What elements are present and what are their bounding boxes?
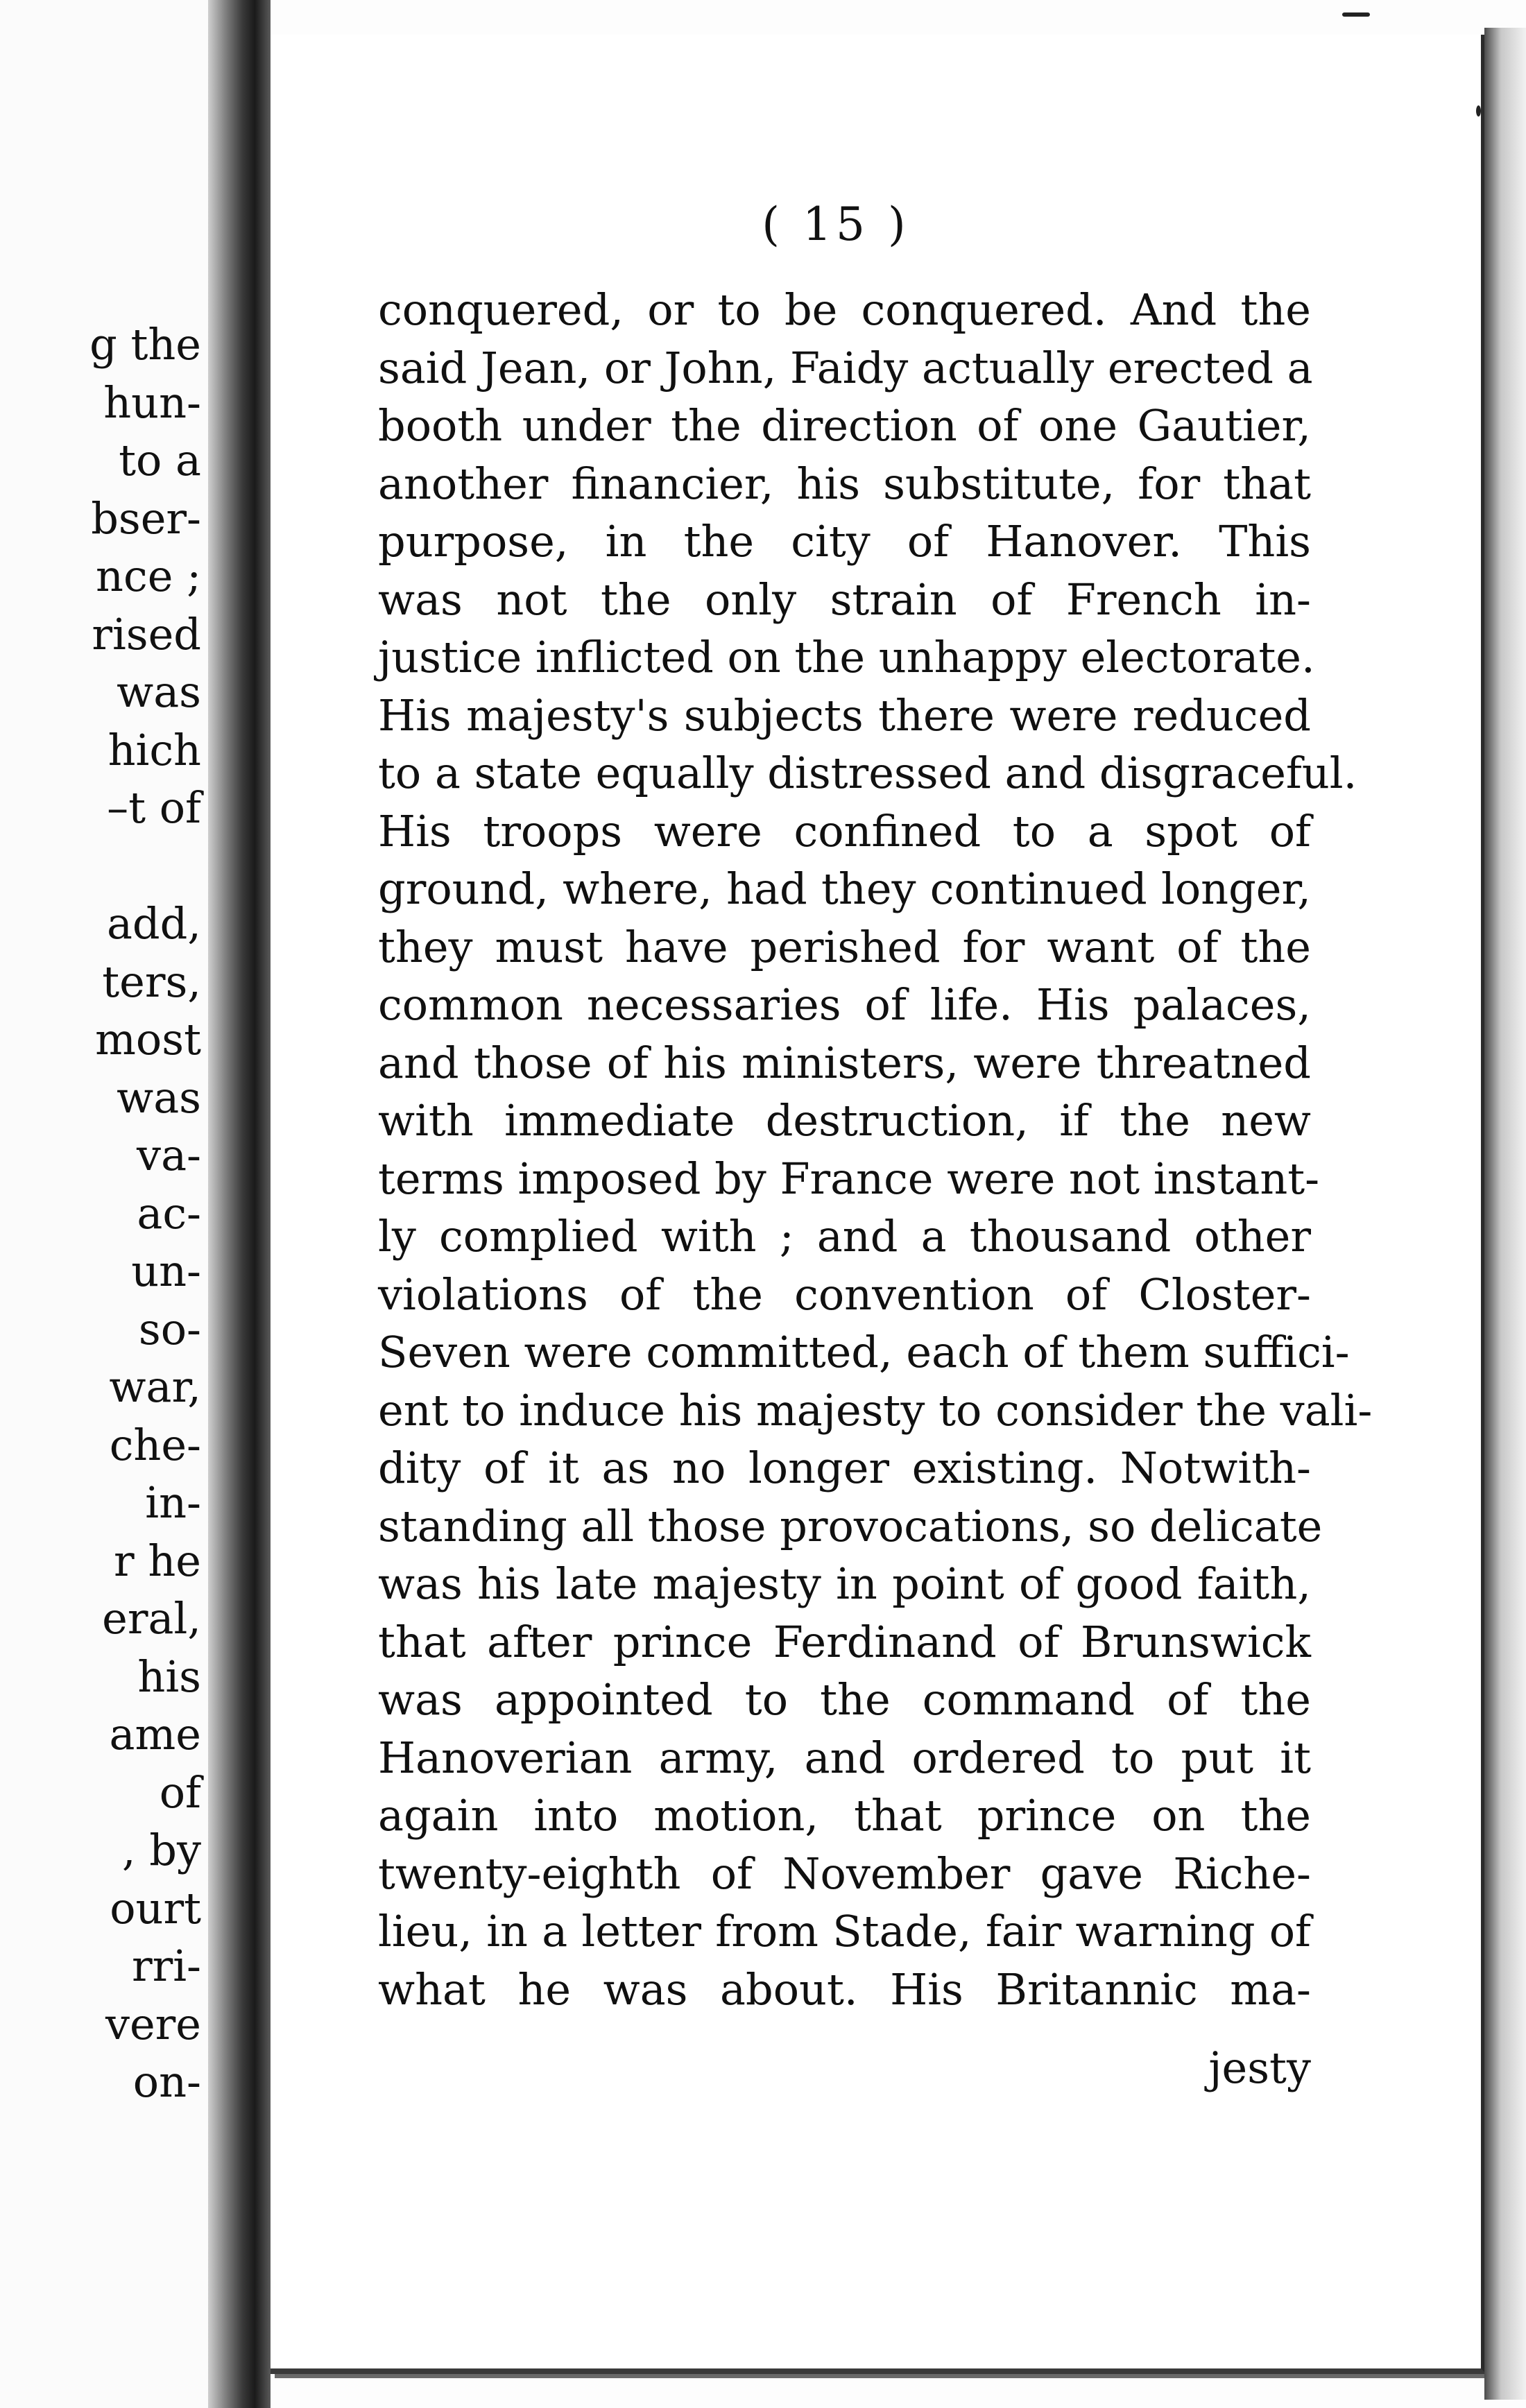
text-line: conquered, or to be conquered. And the: [378, 284, 1311, 335]
body-text: [378, 281, 1373, 2018]
text-line: what he was about. His Britannic ma-: [378, 1963, 1311, 2015]
left-text-fragment: va-: [137, 1130, 201, 1180]
left-text-fragment: nce ;: [96, 551, 201, 601]
left-text-fragment: was: [117, 1072, 201, 1123]
left-text-fragment: on-: [132, 2056, 201, 2107]
text-line: with immediate destruction, if the new: [378, 1095, 1311, 1146]
text-line: common necessaries of life. His palaces,: [378, 979, 1311, 1030]
text-line: and those of his ministers, were threatned: [378, 1037, 1311, 1088]
left-text-fragment: in-: [145, 1477, 201, 1528]
text-line: terms imposed by France were not instant-: [378, 1153, 1320, 1204]
left-text-fragment: his: [137, 1651, 201, 1702]
text-line: Hanoverian army, and ordered to put it: [378, 1732, 1311, 1783]
text-line: ground, where, had they continued longer,: [378, 863, 1311, 914]
left-text-fragment: ters,: [102, 956, 201, 1007]
left-page-text: [0, 316, 201, 2111]
left-text-fragment: ame: [109, 1709, 201, 1760]
text-line: standing all those provocations, so delicate: [378, 1500, 1323, 1551]
text-line: to a state equally distressed and disgraceful.: [378, 748, 1357, 798]
left-text-fragment: che-: [109, 1419, 201, 1470]
text-line: was his late majesty in point of good faith,: [378, 1558, 1311, 1609]
left-text-fragment: vere: [105, 1998, 201, 2049]
text-line: twenty-eighth of November gave Riche-: [378, 1848, 1311, 1899]
left-text-fragment: rised: [92, 608, 201, 660]
left-text-fragment: of: [159, 1766, 201, 1818]
left-text-fragment: r he: [114, 1535, 201, 1586]
text-line: His troops were confined to a spot of: [378, 805, 1311, 857]
left-text-fragment: bser-: [91, 492, 201, 544]
left-text-fragment: , by: [121, 1825, 201, 1875]
text-line: another financier, his substitute, for that: [378, 458, 1311, 509]
text-line: booth under the direction of one Gautier,: [378, 400, 1311, 451]
text-line: Seven were committed, each of them suffici-: [378, 1327, 1350, 1377]
page-number: ( 15 ): [762, 198, 910, 251]
text-line: ly complied with ; and a thousand other: [378, 1211, 1311, 1262]
left-text-fragment: [0, 837, 201, 895]
binding-gutter: [208, 0, 271, 2408]
page-edge-shadow: [1484, 28, 1526, 2400]
text-line: purpose, in the city of Hanover. This: [378, 516, 1311, 567]
left-page-fragment: [0, 0, 208, 2408]
text-line: was not the only strain of French in-: [378, 574, 1311, 625]
left-text-fragment: hich: [108, 724, 201, 775]
text-line: lieu, in a letter from Stade, fair warning of: [378, 1906, 1311, 1957]
catchword: jesty: [1208, 2043, 1311, 2093]
left-text-fragment: most: [95, 1014, 201, 1065]
left-text-fragment: so-: [138, 1303, 201, 1354]
left-text-fragment: to a: [119, 435, 201, 485]
ink-speck: [1476, 105, 1481, 117]
left-text-fragment: ac-: [137, 1187, 201, 1239]
text-line: that after prince Ferdinand of Brunswick: [378, 1616, 1311, 1667]
text-line: they must have perished for want of the: [378, 921, 1311, 972]
left-text-fragment: un-: [131, 1246, 201, 1296]
text-line: said Jean, or John, Faidy actually erected a: [378, 342, 1313, 393]
left-text-fragment: –t of: [107, 782, 201, 833]
left-text-fragment: war,: [109, 1361, 201, 1412]
left-text-fragment: g the: [89, 319, 201, 370]
text-line: was appointed to the command of the: [378, 1674, 1311, 1725]
text-line: violations of the convention of Closter-: [378, 1268, 1311, 1320]
left-text-fragment: rri-: [131, 1941, 201, 1991]
left-text-fragment: was: [117, 666, 201, 717]
left-text-fragment: add,: [106, 898, 201, 949]
left-text-fragment: ourt: [110, 1882, 201, 1934]
left-text-fragment: eral,: [102, 1593, 201, 1644]
left-text-fragment: hun-: [103, 377, 201, 428]
text-line: again into motion, that prince on the: [378, 1790, 1311, 1841]
text-line: justice inflicted on the unhappy electorate.: [378, 632, 1315, 682]
text-line: His majesty's subjects there were reduced: [378, 689, 1311, 741]
text-line: ent to induce his majesty to consider the vali-: [378, 1384, 1373, 1436]
text-line: dity of it as no longer existing. Notwith-: [378, 1443, 1311, 1493]
ink-speck: [1342, 12, 1370, 17]
